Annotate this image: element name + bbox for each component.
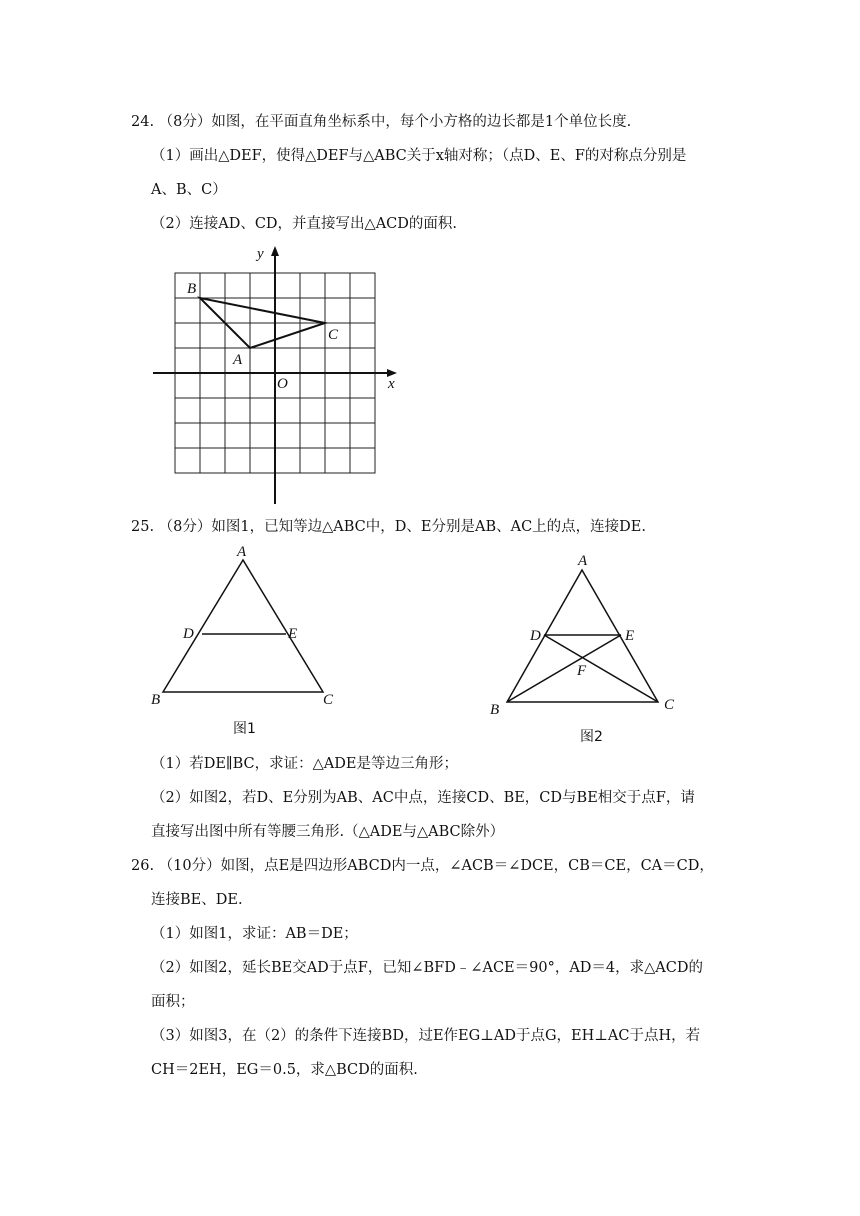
q25-part2-line2: 直接写出图中所有等腰三角形.（△ADE与△ABC除外）: [151, 824, 505, 840]
fig2-label-f: F: [577, 663, 587, 679]
q24-coordinate-grid-figure: [145, 238, 410, 510]
fig1-caption: 图1: [233, 721, 256, 737]
q26-header-line2: 连接BE、DE.: [151, 892, 243, 908]
q25-header: 25. （8分）如图1，已知等边△ABC中，D、E分别是AB、AC上的点，连接DE.: [131, 519, 646, 535]
fig1-label-a: A: [237, 544, 247, 560]
segment-cd: [544, 635, 658, 702]
point-c-label: C: [328, 327, 339, 343]
fig2-label-e: E: [625, 628, 635, 644]
q24-header: 24. （8分）如图，在平面直角坐标系中，每个小方格的边长都是1个单位长度.: [131, 114, 632, 130]
segment-be: [507, 635, 621, 702]
q24-part1-line1: （1）画出△DEF，使得△DEF与△ABC关于x轴对称；（点D、E、F的对称点分别是: [151, 148, 687, 164]
point-a-label: A: [233, 352, 243, 368]
q25-figure-2: [480, 548, 695, 748]
x-axis-label: x: [388, 376, 395, 392]
q24-part2: （2）连接AD、CD，并直接写出△ACD的面积.: [151, 216, 457, 232]
y-axis-arrow: [271, 246, 279, 256]
q25-part2-line1: （2）如图2，若D、E分别为AB、AC中点，连接CD、BE，CD与BE相交于点F，请: [151, 790, 695, 806]
fig2-caption: 图2: [580, 729, 603, 745]
fig1-label-e: E: [288, 626, 298, 642]
fig2-label-a: A: [578, 553, 588, 569]
q26-part1: （1）如图1，求证：AB＝DE；: [151, 926, 358, 942]
q26-header-line1: 26. （10分）如图，点E是四边形ABCD内一点，∠ACB＝∠DCE，CB＝CE，CA＝CD，: [131, 858, 714, 874]
fig2-label-c: C: [664, 697, 675, 713]
point-b-label: B: [187, 281, 197, 297]
q26-part2-line1: （2）如图2，延长BE交AD于点F，已知∠BFD﹣∠ACE＝90°，AD＝4，求△ACD的: [151, 960, 704, 976]
origin-label: O: [277, 376, 288, 392]
q26-part3-line2: CH＝2EH，EG＝0.5，求△BCD的面积.: [151, 1062, 418, 1078]
y-axis-label: y: [257, 246, 264, 262]
fig1-label-d: D: [183, 626, 194, 642]
fig2-label-d: D: [530, 628, 541, 644]
fig1-label-b: B: [151, 692, 161, 708]
fig2-label-b: B: [490, 702, 500, 718]
q24-part1-line2: A、B、C）: [151, 182, 227, 198]
q25-part1: （1）若DE∥BC，求证：△ADE是等边三角形；: [151, 756, 458, 772]
q26-part2-line2: 面积；: [151, 994, 195, 1010]
q26-part3-line1: （3）如图3，在（2）的条件下连接BD，过E作EG⊥AD于点G，EH⊥AC于点H，若: [151, 1028, 701, 1044]
q25-figure-1: [145, 540, 360, 740]
fig1-label-c: C: [323, 692, 334, 708]
